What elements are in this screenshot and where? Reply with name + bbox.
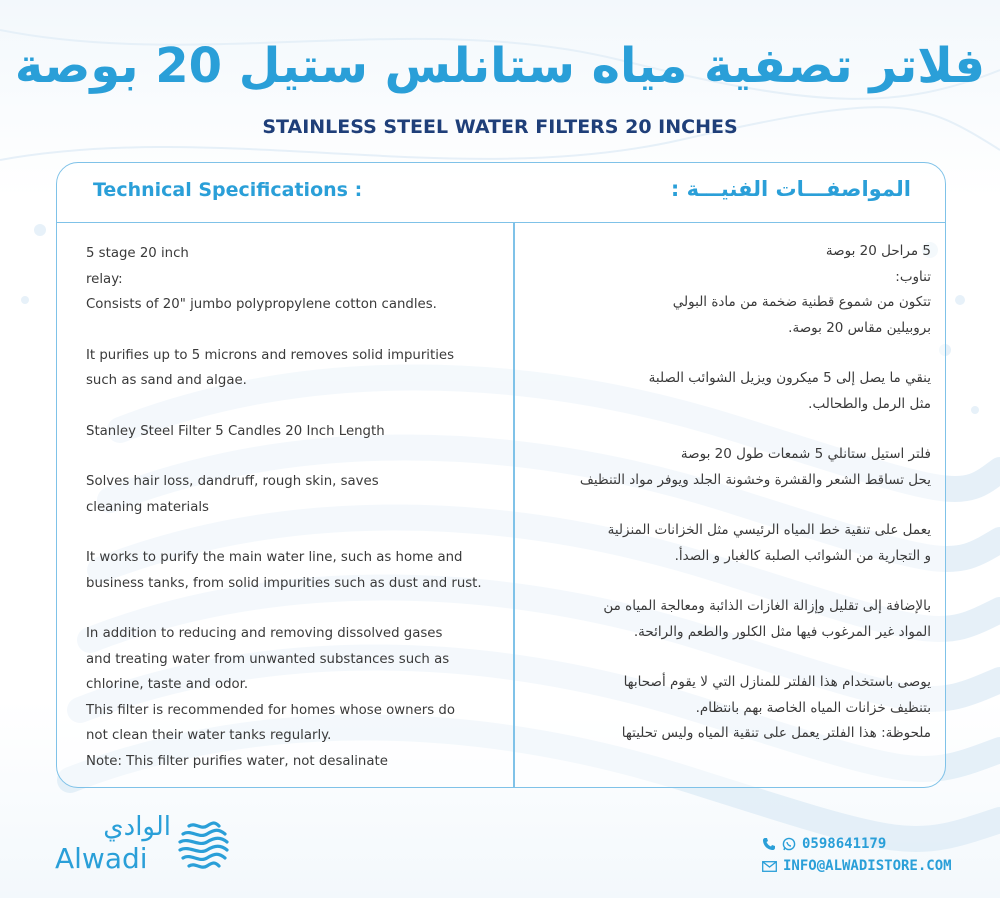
- heading-arabic: المواصفـــات الفنيـــة :: [670, 177, 911, 201]
- email-row[interactable]: [762, 855, 952, 877]
- en-paragraph-main-line: It works to purify the main water line, such as home and business tanks, from solid impurities such as dust and rust.: [86, 550, 482, 591]
- email-address: INFO@ALWADISTORE.COM: [783, 858, 952, 874]
- ar-paragraph-gases: بالإضافة إلى تقليل وإزالة الغازات الذائبة ومعالجة المياه من المواد غير المرغوب فيها مثل الكلور والطعم والرائحة.: [603, 598, 931, 640]
- card-header: [57, 163, 945, 223]
- ar-paragraph-main-line: يعمل على تنقية خط المياه الرئيسي مثل الخزانات المنزلية و التجارية من الشوائب الصلبة كالغبار و الصدأ.: [607, 522, 931, 564]
- ar-paragraph-stages: 5 مراحل 20 بوصة تناوب: تتكون من شموع قطنية ضخمة من مادة البولي بروبيلين مقاس 20 بوصة.: [672, 243, 931, 336]
- arabic-column: [511, 239, 931, 747]
- en-paragraph-candles: Stanley Steel Filter 5 Candles 20 Inch Length: [86, 423, 385, 439]
- ar-paragraph-candles: فلتر استيل ستانلي 5 شمعات طول 20 بوصة يحل تساقط الشعر والقشرة وخشونة الجلد ويوفر مواد التنظيف: [579, 446, 931, 488]
- whatsapp-icon: [782, 837, 796, 851]
- en-paragraph-stages: 5 stage 20 inch relay: Consists of 20" jumbo polypropylene cotton candles.: [86, 246, 437, 312]
- mail-icon: [762, 861, 777, 872]
- alwadi-logo: [55, 812, 235, 878]
- title-english: STAINLESS STEEL WATER FILTERS 20 INCHES: [262, 116, 738, 138]
- en-paragraph-notes: In addition to reducing and removing dissolved gases and treating water from unwanted substances such as chlorine, taste and odor. This filter is recommended for homes whose owners do not clean their water tanks regularly. Note: This filter purifies water, not desalinate: [86, 626, 455, 769]
- phone-number: 0598641179: [802, 836, 887, 852]
- ar-paragraph-notes: يوصى باستخدام هذا الفلتر للمنازل التي لا يقوم أصحابها بتنظيف خزانات المياه الخاصة بهم بانتظام. ملحوظة: هذا الفلتر يعمل على تنقية المياه وليس تحليتها: [621, 674, 931, 741]
- logo-text-arabic: الوادي: [103, 812, 171, 842]
- phone-icon: [762, 837, 776, 851]
- ar-paragraph-microns: ينقي ما يصل إلى 5 ميكرون ويزيل الشوائب الصلبة مثل الرمل والطحالب.: [648, 370, 931, 412]
- english-column: [86, 241, 496, 774]
- contact-info: [762, 833, 952, 877]
- wave-logo-icon: [175, 816, 231, 872]
- en-paragraph-microns: It purifies up to 5 microns and removes solid impurities such as sand and algae.: [86, 347, 455, 388]
- phone-row[interactable]: [762, 833, 952, 855]
- logo-text-english: Alwadi: [55, 842, 148, 875]
- heading-english: Technical Specifications :: [93, 179, 363, 201]
- en-paragraph-benefits: Solves hair loss, dandruff, rough skin, saves cleaning materials: [86, 474, 379, 515]
- specifications-card: [56, 162, 946, 788]
- title-arabic: فلاتر تصفية مياه ستانلس ستيل 20 بوصة: [14, 38, 986, 94]
